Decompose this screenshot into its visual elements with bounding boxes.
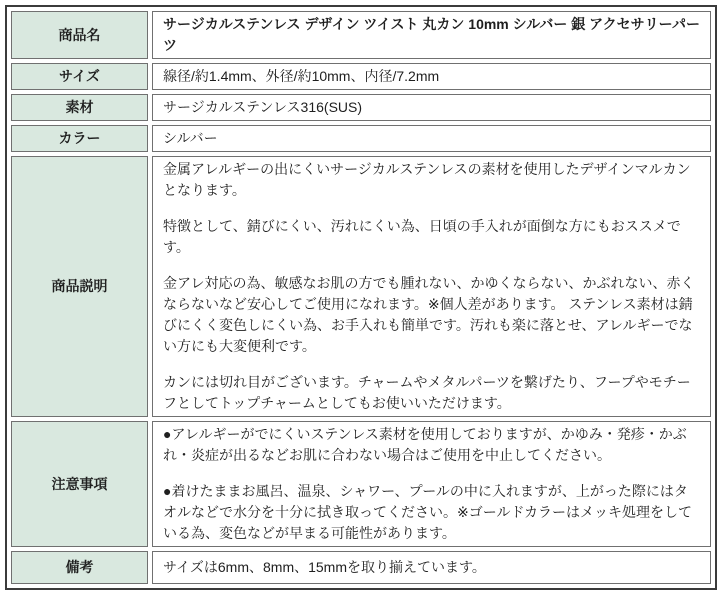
description-paragraph: 金属アレルギーの出にくいサージカルステンレスの素材を使用したデザインマルカンとなります。	[163, 161, 691, 198]
description-value	[152, 156, 711, 417]
description-label: 商品説明	[11, 156, 148, 417]
precautions-paragraph: ●アレルギーがでにくいステンレス素材を使用しておりますが、かゆみ・発疹・かぶれ・炎症が出るなどお肌に合わない場合はご使用を中止してください。	[163, 426, 687, 463]
precautions-label: 注意事項	[11, 421, 148, 547]
precautions-value	[152, 421, 711, 547]
precautions-paragraph: ●着けたままお風呂、温泉、シャワー、プールの中に入れますが、上がった際にはタオルなどで水分を十分に拭き取ってください。※ゴールドカラーはメッキ処理をしている為、変色などが早まる可能性があります。	[163, 483, 693, 541]
product-spec-table	[5, 5, 717, 590]
remarks-label: 備考	[11, 551, 148, 584]
row-size	[11, 63, 711, 90]
color-label: カラー	[11, 125, 148, 152]
row-precautions	[11, 421, 711, 547]
row-material	[11, 94, 711, 121]
row-remarks	[11, 551, 711, 584]
size-value: 線径/約1.4mm、外径/約10mm、内径/7.2mm	[152, 63, 711, 90]
description-paragraph: カンには切れ目がございます。チャームやメタルパーツを繋げたり、フープやモチーフとしてトップチャームとしてもお使いいただけます。	[163, 374, 691, 411]
color-value: シルバー	[152, 125, 711, 152]
remarks-value: サイズは6mm、8mm、15mmを取り揃えています。	[152, 551, 711, 584]
row-color	[11, 125, 711, 152]
row-description	[11, 156, 711, 417]
material-label: 素材	[11, 94, 148, 121]
description-paragraph: 金アレ対応の為、敏感なお肌の方でも腫れない、かゆくならない、かぶれない、赤くならないなど安心してご使用になれます。※個人差があります。 ステンレス素材は錆びにくく変色しにくい為、お手入れも簡単です。汚れも楽に落とせ、アレルギーでない方にも大変便利です。	[163, 275, 695, 354]
product-name-label: 商品名	[11, 11, 148, 59]
row-product-name	[11, 11, 711, 59]
size-label: サイズ	[11, 63, 148, 90]
description-paragraph: 特徴として、錆びにくい、汚れにくい為、日頃の手入れが面倒な方にもおススメです。	[163, 218, 681, 255]
material-value: サージカルステンレス316(SUS)	[152, 94, 711, 121]
product-name-value: サージカルステンレス デザイン ツイスト 丸カン 10mm シルバー 銀 アクセサリーパーツ	[152, 11, 711, 59]
